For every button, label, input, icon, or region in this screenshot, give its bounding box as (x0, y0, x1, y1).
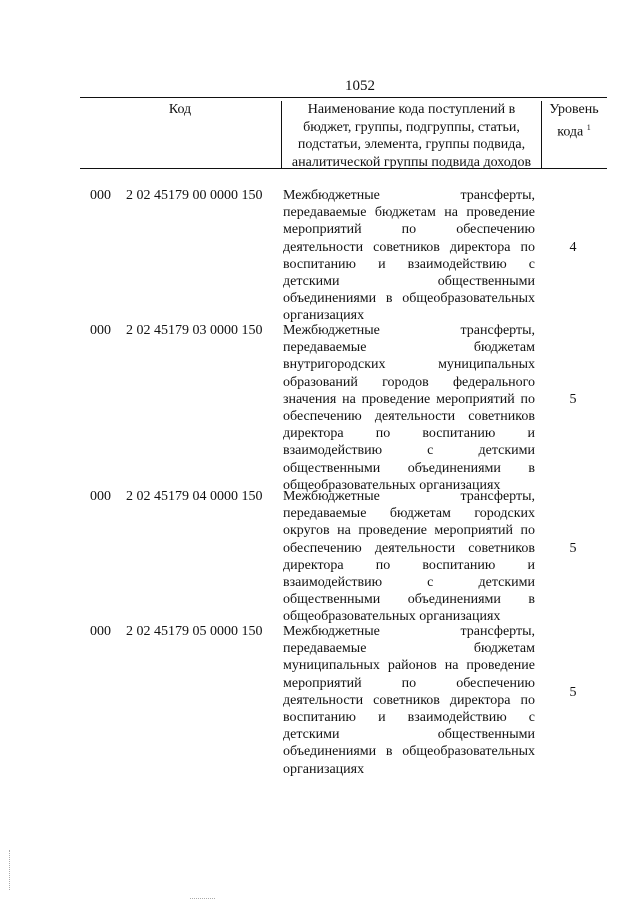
admin-code: 000 (90, 489, 111, 504)
description-line: директора по воспитанию и (283, 426, 535, 442)
revenue-code: 2 02 45179 00 0000 150 (126, 188, 263, 203)
description-line: общеобразовательных организациях (283, 477, 501, 493)
table-header (80, 97, 607, 169)
footnote-marker: 1 (586, 122, 591, 132)
description-line: передаваемые бюджетам (283, 641, 535, 657)
admin-code: 000 (90, 624, 111, 639)
revenue-description (283, 322, 535, 494)
description-line: Межбюджетные трансферты, (283, 624, 535, 639)
header-name-line: Наименование кода поступлений в (307, 102, 516, 117)
description-line: директора по воспитанию и (283, 557, 535, 573)
revenue-code: 2 02 45179 05 0000 150 (126, 624, 263, 639)
description-line: Межбюджетные трансферты, (283, 489, 535, 504)
header-name (281, 101, 542, 168)
description-line: мероприятий по обеспечению (283, 675, 535, 691)
description-line: обеспечению деятельности советников (283, 540, 535, 556)
description-line: образований городов федерального (283, 374, 535, 390)
description-line: Межбюджетные трансферты, (283, 323, 535, 338)
code-level: 5 (569, 392, 577, 408)
header-name-line: аналитической группы подвида доходов (291, 154, 532, 170)
description-line: общественными объединениями в (283, 460, 535, 476)
description-line: округов на проведение мероприятий по (283, 523, 535, 539)
description-line: взаимодействию с детскими (283, 575, 535, 591)
description-line: взаимодействию с детскими (283, 443, 535, 459)
revenue-code: 2 02 45179 03 0000 150 (126, 323, 263, 338)
description-line: воспитанию и взаимодействию с (283, 710, 535, 726)
header-level-line1: Уровень (549, 102, 599, 117)
description-line: воспитанию и взаимодействию с (283, 256, 535, 272)
description-line: общественными объединениями в (283, 592, 535, 608)
revenue-code: 2 02 45179 04 0000 150 (126, 489, 263, 504)
description-line: муниципальных районов на проведение (283, 658, 535, 674)
revenue-description (283, 488, 535, 626)
header-level (541, 101, 607, 171)
description-line: мероприятий по обеспечению (283, 222, 535, 238)
page-number: 1052 (345, 78, 375, 94)
header-name-line: бюджет, группы, подгруппы, статьи, (303, 119, 520, 135)
description-line: значения на проведение мероприятий по (283, 391, 535, 407)
description-line: деятельности советников директора по (283, 239, 535, 255)
description-line: передаваемые бюджетам на проведение (283, 205, 535, 221)
description-line: передаваемые бюджетам городских (283, 506, 535, 522)
header-level-line2 (541, 119, 607, 141)
description-line: детскими общественными (283, 727, 535, 743)
revenue-description (283, 187, 535, 325)
scan-artifact-line (190, 898, 215, 900)
code-level: 4 (569, 240, 577, 256)
scan-artifact-line (9, 850, 11, 890)
header-level-word: кода (557, 124, 584, 140)
description-line: внутригородских муниципальных (283, 357, 535, 373)
description-line: объединениями в общеобразовательных (283, 291, 535, 307)
description-line: объединениями в общеобразовательных (283, 744, 535, 760)
description-line: Межбюджетные трансферты, (283, 188, 535, 203)
description-line: общеобразовательных организациях (283, 609, 501, 625)
admin-code: 000 (90, 188, 111, 203)
description-line: детскими общественными (283, 274, 535, 290)
revenue-description (283, 623, 535, 778)
description-line: обеспечению деятельности советников (283, 409, 535, 425)
header-code: Код (168, 102, 192, 117)
code-level: 5 (569, 684, 577, 700)
description-line: деятельности советников директора по (283, 692, 535, 708)
code-level: 5 (569, 541, 577, 557)
description-line: организациях (283, 761, 365, 777)
description-line: организациях (283, 308, 365, 324)
description-line: передаваемые бюджетам (283, 340, 535, 356)
header-name-line: подстатьи, элемента, группы подвида, (297, 137, 526, 152)
admin-code: 000 (90, 323, 111, 338)
